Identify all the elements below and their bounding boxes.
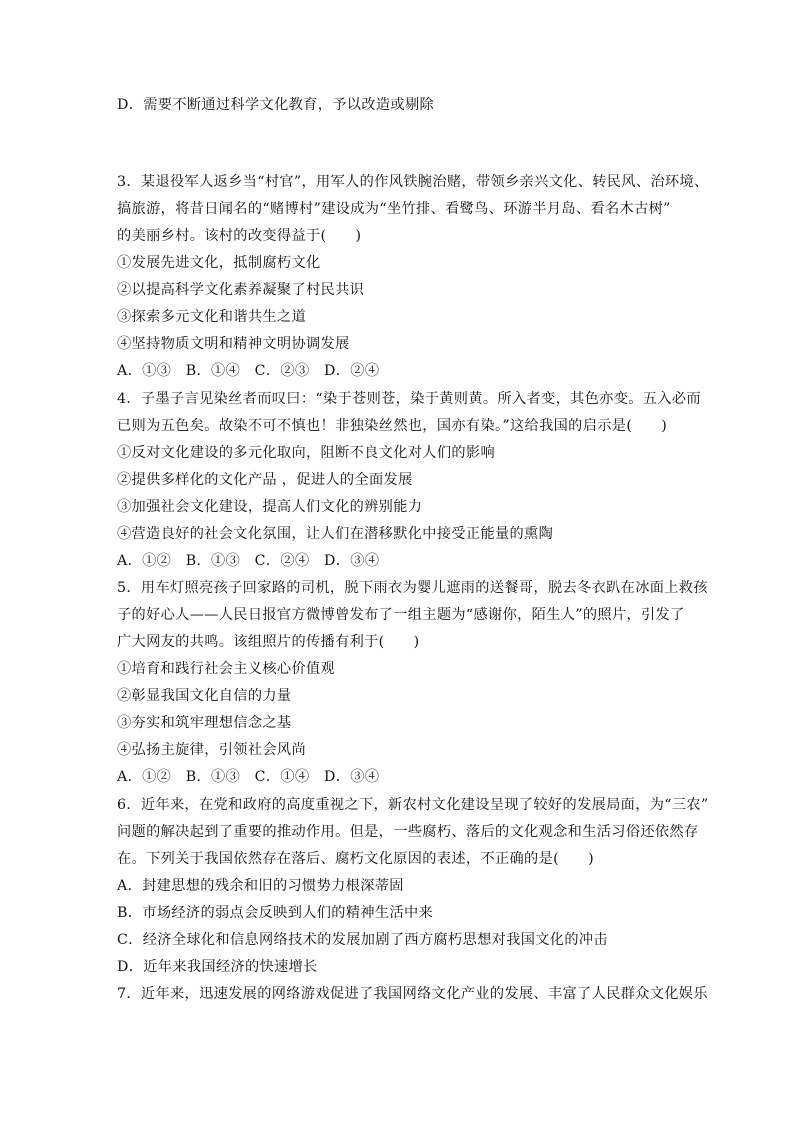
- q6-option-c: C．经济全球化和信息网络技术的发展加剧了西方腐朽思想对我国文化的冲击: [117, 932, 608, 948]
- q3-stem-line-2: 搞旅游，将昔日闻名的“赌博村”建设成为“坐竹排、看鹭鸟、环游半月岛、看名木古树”: [117, 201, 671, 217]
- q3-statement-2: ②以提高科学文化素养凝聚了村民共识: [117, 282, 365, 298]
- q3-statement-3: ③探索多元文化和谐共生之道: [117, 309, 306, 325]
- q6-stem-line-2: 问题的解决起到了重要的推动作用。但是，一些腐朽、落后的文化观念和生活习俗还依然存: [117, 824, 699, 840]
- q5-choices: A．①② B．①③ C．①④ D．③④: [117, 769, 380, 785]
- q5-stem-line-3: 广大网友的共鸣。该组照片的传播有利于( ): [117, 634, 420, 650]
- q6-option-a: A．封建思想的残余和旧的习惯势力根深蒂固: [117, 878, 404, 894]
- q3-statement-1: ①发展先进文化，抵制腐朽文化: [117, 255, 321, 271]
- q3-statement-4: ④坚持物质文明和精神文明协调发展: [117, 336, 350, 352]
- q4-stem-line-2: 已则为五色矣。故染不可不慎也！非独染丝然也，国亦有染。”这给我国的启示是( ): [117, 418, 668, 434]
- q6-option-b: B．市场经济的弱点会反映到人们的精神生活中来: [117, 905, 434, 921]
- q2-option-d: D．需要不断通过科学文化教育，予以改造或剔除: [117, 97, 435, 113]
- q4-statement-2: ②提供多样化的文化产品 ，促进人的全面发展: [117, 472, 413, 488]
- q6-stem-line-3: 在。下列关于我国依然存在落后、腐朽文化原因的表述，不正确的是( ): [117, 851, 594, 867]
- q6-option-d: D．近年来我国经济的快速增长: [117, 959, 318, 975]
- q4-stem-line-1: 4．子墨子言见染丝者而叹曰：“染于苍则苍，染于黄则黄。所入者变，其色亦变。五入必而: [117, 391, 701, 407]
- q5-stem-line-1: 5．用车灯照亮孩子回家路的司机，脱下雨衣为婴儿遮雨的送餐哥，脱去冬衣趴在冰面上救孩: [117, 580, 708, 596]
- q4-statement-1: ①反对文化建设的多元化取向，阻断不良文化对人们的影响: [117, 445, 495, 461]
- q5-statement-3: ③夯实和筑牢理想信念之基: [117, 715, 292, 731]
- q6-stem-line-1: 6．近年来，在党和政府的高度重视之下，新农村文化建设呈现了较好的发展局面，为“三农”: [117, 797, 709, 813]
- q5-stem-line-2: 子的好心人——人民日报官方微博曾发布了一组主题为“感谢你，陌生人”的照片，引发了: [117, 607, 685, 623]
- q3-stem-line-3: 的美丽乡村。该村的改变得益于( ): [117, 228, 362, 244]
- q5-statement-4: ④弘扬主旋律，引领社会风尚: [117, 742, 306, 758]
- q7-stem-line-1: 7．近年来，迅速发展的网络游戏促进了我国网络文化产业的发展、丰富了人民群众文化娱乐: [117, 986, 708, 1002]
- q3-stem-line-1: 3．某退役军人返乡当“村官”，用军人的作风铁腕治赌，带领乡亲兴文化、转民风、治环境、: [117, 174, 709, 190]
- q5-statement-1: ①培育和践行社会主义核心价值观: [117, 661, 336, 677]
- q4-choices: A．①② B．①③ C．②④ D．③④: [117, 553, 380, 569]
- q4-statement-3: ③加强社会文化建设，提高人们文化的辨别能力: [117, 499, 423, 515]
- q5-statement-2: ②彰显我国文化自信的力量: [117, 688, 292, 704]
- q3-choices: A．①③ B．①④ C．②③ D．②④: [117, 363, 380, 379]
- q4-statement-4: ④营造良好的社会文化氛围，让人们在潜移默化中接受正能量的熏陶: [117, 526, 554, 542]
